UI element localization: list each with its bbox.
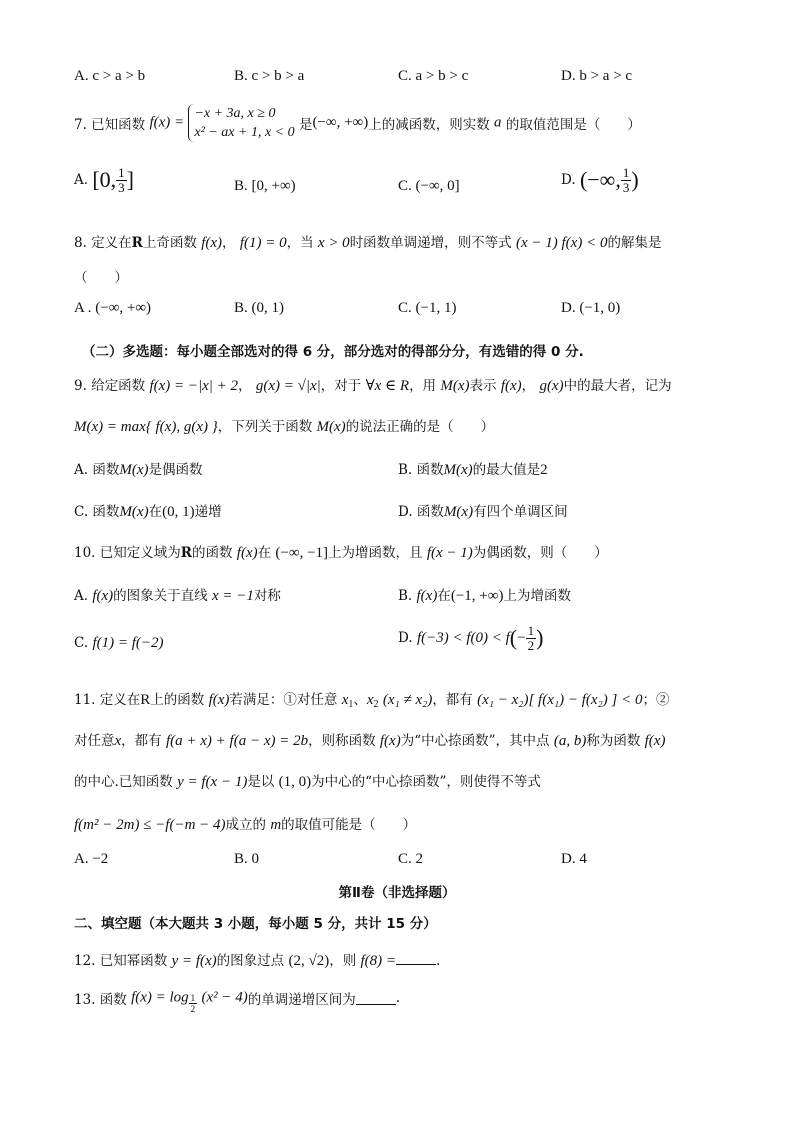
q9-option-b[interactable] (398, 458, 548, 479)
q11-cond: (x₁ ≠ x₂) (382, 692, 433, 708)
q11-x1-sub: 1 (348, 699, 354, 710)
q8-ineq: (x − 1) f(x) < 0 (515, 235, 608, 251)
q7-a-left: [0, (92, 167, 117, 192)
q8-sep: ， (222, 235, 236, 251)
q7-a-right: ] (126, 167, 134, 192)
q10-c-label: C. (74, 635, 89, 651)
q8-r: R (131, 235, 143, 251)
q11-line3 (74, 770, 541, 791)
q11-text-f: ；② (642, 692, 670, 708)
q12-period: . (436, 953, 441, 969)
q10-b-interval: (−1, +∞) (450, 588, 504, 604)
q10-d-f: f(−3) < f(0) < f (416, 630, 510, 646)
q12-y: y = f(x) (171, 953, 217, 969)
q10-d-frac (526, 624, 537, 653)
q10-d-rparen: ) (536, 625, 544, 650)
q11-text-b: 上的函数 (150, 692, 205, 708)
q9-c-text2: 在 (148, 504, 163, 520)
q7-mid: 是 (298, 117, 313, 133)
q11-pt2: (1, 0) (278, 774, 312, 790)
q10-d-lparen: ( (509, 625, 518, 650)
q10-a-f: f(x) (92, 588, 114, 604)
q7-a-frac (116, 166, 127, 195)
q13-period: . (395, 990, 401, 1006)
q10-option-b[interactable] (398, 584, 571, 605)
q10-text-c: 在 (257, 545, 272, 561)
q9-text-f: 中的最大者，记为 (563, 378, 672, 394)
q8-text-e: 的解集是 (607, 235, 662, 251)
q9-option-a[interactable] (74, 458, 203, 479)
q9-forall: ∀x ∈ R (365, 378, 410, 394)
q7-prefix: 7. 已知函数 (74, 117, 146, 133)
q8-option-a[interactable]: A . (−∞, +∞) (74, 300, 152, 316)
q10-text-e: 为偶函数，则（ ） (472, 545, 608, 561)
q11-eq: f(a + x) + f(a − x) = 2b (165, 733, 309, 749)
q7-d-left: (−∞, (579, 167, 621, 192)
q7-a-den: 3 (118, 180, 125, 195)
q11-line4 (74, 813, 416, 834)
q7-tail: 的取值范围是（ ） (505, 117, 641, 133)
q7-domain: (−∞, +∞) (312, 114, 369, 131)
q10-b-f: f(x) (416, 588, 438, 604)
q7-piecewise (188, 104, 294, 142)
q11-x: x (114, 733, 122, 749)
q10-text-d: 上为增函数，且 (328, 545, 423, 561)
q12-answer-blank[interactable] (396, 952, 436, 965)
q11-text-m: 是以 (247, 774, 275, 790)
q6-option-c[interactable]: C. a > b > c (398, 68, 469, 84)
q9-option-d[interactable] (398, 500, 568, 521)
q10-d-num: 1 (527, 623, 535, 638)
q6-option-b[interactable]: B. c > b > a (234, 68, 305, 84)
q7-d-frac (621, 166, 632, 195)
q9-m2: M(x) (316, 419, 346, 435)
q10-d-neg: − (517, 630, 526, 646)
q11-text-e: ，都有 (432, 692, 473, 708)
q8-text-d: 时函数单调递增，则不等式 (349, 235, 512, 251)
q12-text-a: 12. 已知幂函数 (74, 953, 168, 969)
q12-text-b: 的图象过点 (216, 953, 285, 969)
q8-text-c: ，当 (286, 235, 314, 251)
q8-f1: f(1) = 0 (239, 235, 287, 251)
q10-stem (74, 541, 608, 562)
q11-text-k: 称为函数 (586, 733, 641, 749)
q11-y: y = f(x − 1) (177, 774, 248, 790)
q9-stem-line2 (74, 415, 494, 436)
q9-b-text: B. 函数 (398, 462, 444, 478)
q11-text-a: 11. 定义在 (74, 692, 141, 708)
q9-d-m: M(x) (443, 504, 474, 520)
q9-text-d: 表示 (469, 378, 497, 394)
q10-b-label: B. (398, 588, 413, 604)
q9-text-e: ， (521, 378, 536, 394)
q9-c-interval: (0, 1) (162, 504, 195, 520)
q8-fx: f(x) (201, 235, 223, 251)
q11-option-a[interactable]: A. −2 (74, 851, 109, 867)
q9-b-m: M(x) (443, 462, 473, 478)
q9-c-text3: 递增 (194, 504, 222, 520)
q10-c-f: f(1) = f(−2) (92, 635, 164, 651)
q10-fx: f(x) (236, 545, 258, 561)
q11-x1: x (341, 692, 349, 708)
q9-stem-line1 (74, 374, 672, 395)
q7-option-c[interactable]: C. (−∞, 0] (398, 178, 460, 194)
q12-stem (74, 949, 440, 970)
q10-a-label: A. (74, 588, 89, 604)
q7-d-label: D. (561, 172, 576, 188)
q7-a-num: 1 (118, 165, 125, 180)
q8-option-c[interactable]: C. (−1, 1) (398, 300, 457, 316)
q7-option-a[interactable] (74, 166, 134, 195)
q10-option-d[interactable] (398, 624, 543, 653)
q9-text-b: ，对于 (320, 378, 362, 394)
q7-stem (74, 104, 641, 142)
q11-m: m (270, 817, 282, 833)
q10-interval: (−∞, −1] (275, 545, 329, 561)
q8-text-a: 8. 定义在 (74, 235, 132, 251)
q11-text-h: ，都有 (121, 733, 162, 749)
q7-d-right: ) (631, 167, 639, 192)
q10-d-den: 2 (527, 638, 535, 653)
q11-text-p: 的取值可能是（ ） (281, 817, 417, 833)
q7-case2: x² − ax + 1, x < 0 (194, 125, 295, 140)
q13-log-base (189, 993, 198, 1014)
q10-text-b: 的函数 (192, 545, 233, 561)
q11-text-n: 为中心的“中心捺函数”，则使得不等式 (311, 774, 541, 790)
q9-d-text2: 有四个单调区间 (473, 504, 568, 520)
q13-answer-blank[interactable] (356, 992, 396, 1005)
q11-option-b[interactable]: B. 0 (234, 851, 260, 867)
q9-option-c[interactable] (74, 500, 222, 521)
q11-x2: x (366, 692, 374, 708)
q11-x2-sub: 2 (373, 699, 379, 710)
q9-a-text: A. 函数 (74, 462, 120, 478)
q9-gx: g(x) (539, 378, 564, 394)
q9-fx: f(x) (500, 378, 522, 394)
q10-text-a: 10. 已知定义域为 (74, 545, 181, 561)
q9-a-m: M(x) (119, 462, 149, 478)
q9-max-formula: M(x) = max{ f(x), g(x) } (74, 419, 218, 435)
q8-option-d[interactable]: D. (−1, 0) (561, 300, 621, 316)
section-multiple-choice-heading: （二）多选题：每小题全部选对的得 6 分，部分选对的得部分分，有选错的得 0 分. (82, 344, 584, 360)
q8-text-b: 上奇函数 (142, 235, 197, 251)
q13-arg: (x² − 4) (201, 989, 248, 1006)
q8-option-b[interactable]: B. (0, 1) (234, 300, 284, 316)
q9-c-text: C. 函数 (74, 504, 120, 520)
q7-d-den: 3 (622, 180, 630, 195)
q10-b-text2: 上为增函数 (503, 588, 571, 604)
q7-d-num: 1 (622, 165, 630, 180)
q11-fx: f(x) (208, 692, 230, 708)
q9-d-text: D. 函数 (398, 504, 444, 520)
q11-line1 (74, 688, 669, 710)
q9-f: f(x) = −|x| + 2 (149, 378, 239, 394)
part2-title: 第Ⅱ卷（非选择题） (338, 885, 456, 901)
q11-fx3: f(x) (644, 733, 666, 749)
q13-f: f(x) = log (131, 989, 189, 1006)
q11-r: R (140, 692, 151, 708)
q9-comma: ， (238, 378, 252, 394)
q11-text-d: 、 (353, 692, 367, 708)
q9-b-text2: 的最大值是 (472, 462, 541, 478)
q13-base-num: 1 (190, 992, 196, 1003)
q8-cond: x > 0 (317, 235, 350, 251)
q11-option-d[interactable]: D. 4 (561, 851, 587, 867)
q12-text-c: ，则 (329, 953, 357, 969)
q6-option-d[interactable]: D. b > a > c (561, 68, 633, 84)
q12-f8: f(8) = (360, 953, 397, 969)
q13-stem (74, 988, 400, 1014)
q9-text-c: ，用 (409, 378, 437, 394)
q7-func: f(x) = (149, 114, 185, 131)
q11-pt: (a, b) (553, 733, 587, 749)
q9-b-value: 2 (540, 462, 548, 478)
q9-tail: 的说法正确的是（ ） (345, 419, 495, 435)
q7-option-d[interactable] (561, 166, 639, 195)
section-fill-in-heading: 二、填空题（本大题共 3 小题，每小题 5 分，共计 15 分） (74, 916, 437, 932)
q10-fx1: f(x − 1) (426, 545, 473, 561)
q11-text-l: 的中心.已知函数 (74, 774, 173, 790)
q7-suffix: 上的减函数，则实数 (368, 117, 490, 133)
q9-g: g(x) = √|x| (255, 378, 321, 394)
q10-r: R (180, 545, 192, 561)
q11-ineq2: f(m² − 2m) ≤ −f(−m − 4) (74, 817, 226, 833)
q11-text-i: ，则称函数 (308, 733, 376, 749)
q10-option-a[interactable] (74, 584, 281, 605)
q11-ineq: (x₁ − x₂)[ f(x₁) − f(x₂) ] < 0 (477, 692, 643, 708)
q7-a-label: A. (74, 172, 89, 188)
q11-text-o: 成立的 (225, 817, 267, 833)
q10-a-text2: 对称 (253, 588, 281, 604)
q11-text-j: 为“中心捺函数”，其中点 (400, 733, 550, 749)
q7-case1: −x + 3a, x ≥ 0 (194, 106, 276, 121)
q13-text-b: 的单调递增区间为 (247, 992, 356, 1008)
q9-text-a: 9. 给定函数 (74, 378, 146, 394)
q11-fx2: f(x) (379, 733, 401, 749)
q10-b-text: 在 (437, 588, 451, 604)
q10-option-c[interactable] (74, 635, 164, 652)
q11-text-c: 若满足：①对任意 (229, 692, 338, 708)
q11-option-c[interactable]: C. 2 (398, 851, 424, 867)
q9-c-m: M(x) (119, 504, 149, 520)
q7-var: a (494, 114, 502, 131)
q12-pt: (2, √2) (288, 953, 330, 969)
q11-text-g: 对任意 (74, 733, 115, 749)
q8-stem (74, 231, 661, 252)
q9-m: M(x) (440, 378, 470, 394)
q9-a-text2: 是偶函数 (148, 462, 203, 478)
q10-a-x: x = −1 (211, 588, 254, 604)
q7-option-b[interactable]: B. [0, +∞) (234, 178, 296, 194)
q9-text-g: ，下列关于函数 (217, 419, 313, 435)
q8-paren: （ ） (74, 270, 128, 286)
q13-base-den: 2 (190, 1003, 196, 1014)
q10-d-label: D. (398, 630, 413, 646)
q10-a-text: 的图象关于直线 (113, 588, 208, 604)
q6-option-a[interactable]: A. c > a > b (74, 68, 146, 84)
q13-text-a: 13. 函数 (74, 992, 127, 1008)
q11-line2 (74, 729, 665, 750)
